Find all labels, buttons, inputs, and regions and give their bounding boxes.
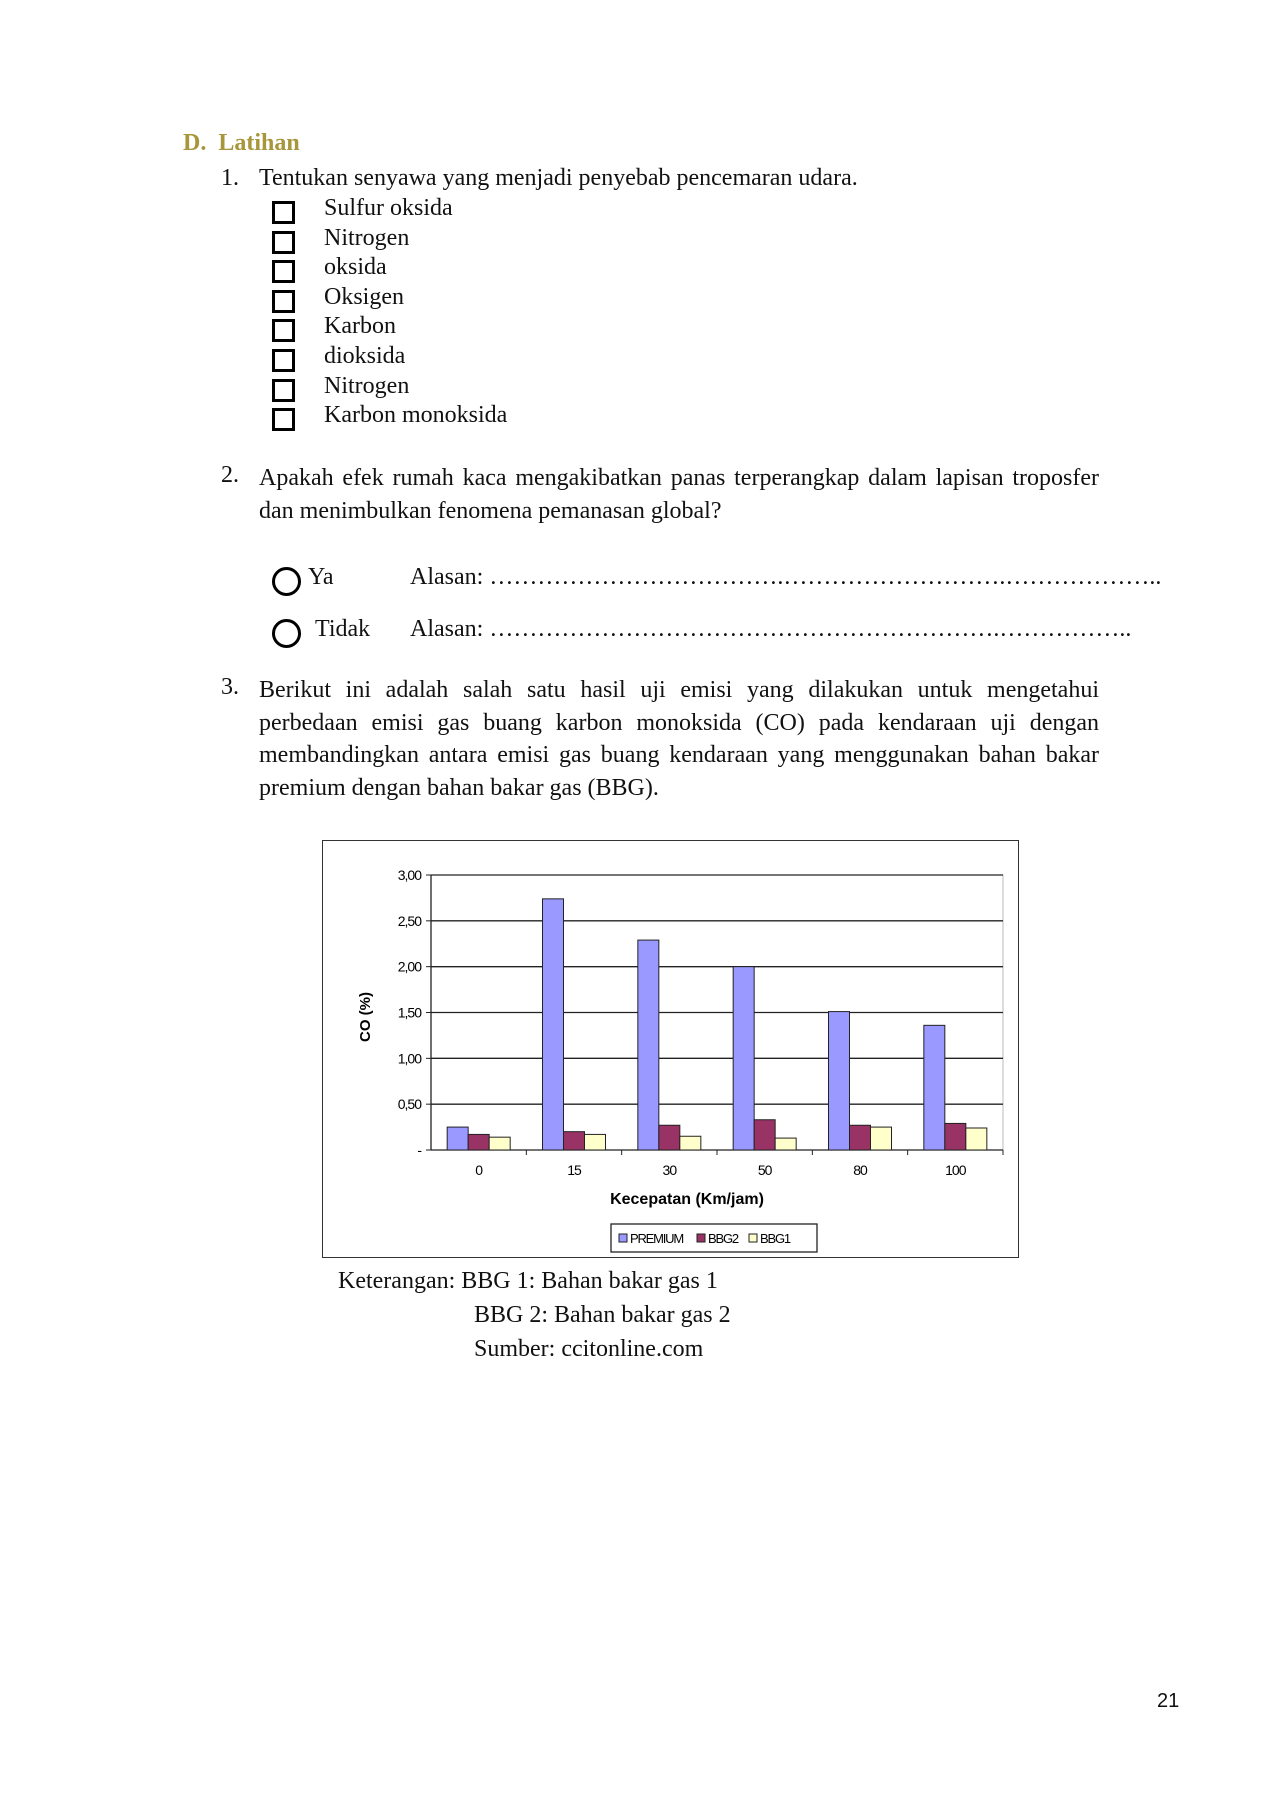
x-tick-label: 100: [945, 1162, 966, 1178]
bar-premium: [543, 899, 564, 1150]
bar-bbg2: [945, 1123, 966, 1150]
legend-label-bbg2: BBG2: [708, 1231, 738, 1246]
option-label: Nitrogen: [324, 224, 410, 251]
section-title: Latihan: [218, 130, 300, 156]
checkbox-option[interactable]: [272, 260, 295, 283]
bar-bbg1: [775, 1138, 796, 1150]
q2-number: 2.: [221, 462, 239, 488]
bar-premium: [638, 940, 659, 1150]
answer-tidak-reason: Alasan: ……………………………………………………….……………..: [410, 616, 1132, 642]
option-label: Sulfur oksida: [324, 195, 453, 221]
y-tick-label: 2,00: [397, 958, 421, 975]
bar-bbg1: [966, 1128, 987, 1150]
checkbox-option[interactable]: [272, 379, 295, 402]
bar-bbg1: [489, 1137, 510, 1150]
checkbox-option[interactable]: [272, 231, 295, 254]
x-tick-label: 15: [567, 1162, 581, 1178]
q1-text: Tentukan senyawa yang menjadi penyebab pencemaran udara.: [259, 165, 858, 191]
section-letter: D.: [183, 130, 207, 156]
option-label: Karbon monoksida: [324, 402, 508, 429]
caption-source: Sumber: ccitonline.com: [474, 1336, 704, 1362]
answer-tidak-label: Tidak: [315, 616, 371, 642]
q3-number: 3.: [221, 674, 239, 700]
legend-swatch-bbg1: [749, 1234, 757, 1242]
answer-ya-label: Ya: [308, 564, 334, 590]
chart-svg: [323, 841, 1018, 1257]
x-tick-label: 50: [757, 1162, 772, 1178]
bar-premium: [447, 1127, 468, 1150]
co-emission-chart: [322, 840, 1019, 1258]
bar-bbg2: [754, 1120, 775, 1150]
legend-swatch-bbg2: [697, 1234, 705, 1242]
y-tick-label: 1,50: [397, 1004, 421, 1021]
radio-ya[interactable]: [272, 567, 301, 596]
option-label: Oksigen: [324, 283, 404, 310]
caption-line-2: BBG 2: Bahan bakar gas 2: [474, 1302, 731, 1328]
bar-bbg1: [871, 1127, 892, 1150]
q1-number: 1.: [221, 165, 239, 191]
bar-premium: [829, 1012, 850, 1150]
checkbox-option[interactable]: [272, 408, 295, 431]
checkbox-option[interactable]: [272, 201, 295, 224]
x-tick-label: 30: [662, 1162, 677, 1178]
option-label: Karbon: [324, 313, 396, 340]
legend-label-premium: PREMIUM: [630, 1231, 683, 1246]
radio-tidak[interactable]: [272, 619, 301, 648]
legend-label-bbg1: BBG1: [760, 1231, 790, 1246]
y-tick-label: 3,00: [397, 867, 421, 883]
bar-premium: [733, 967, 754, 1150]
option-label: dioksida: [324, 343, 406, 369]
x-tick-label: 0: [475, 1162, 483, 1178]
bar-bbg2: [850, 1125, 871, 1150]
bar-bbg1: [680, 1136, 701, 1150]
caption-line-1: Keterangan: BBG 1: Bahan bakar gas 1: [338, 1268, 718, 1294]
bar-bbg2: [564, 1132, 585, 1150]
y-tick-label: 2,50: [397, 912, 421, 929]
x-axis-label: Kecepatan (Km/jam): [610, 1191, 764, 1208]
bar-bbg2: [468, 1134, 489, 1150]
option-label: Nitrogen: [324, 372, 410, 399]
checkbox-option[interactable]: [272, 319, 295, 342]
q2-text: Apakah efek rumah kaca mengakibatkan panas terperangkap dalam lapisan troposfer dan menimbulkan fenomena pemanasan global?: [259, 465, 1099, 524]
option-label: oksida: [324, 254, 387, 281]
bar-bbg2: [659, 1125, 680, 1150]
section-heading: [183, 130, 300, 157]
checkbox-option[interactable]: [272, 349, 295, 372]
x-tick-label: 80: [853, 1162, 867, 1178]
legend-swatch-premium: [619, 1234, 627, 1242]
q3-text: Berikut ini adalah salah satu hasil uji emisi yang dilakukan untuk mengetahui perbedaan emisi gas buang karbon monoksida (CO) pada kendaraan uji dengan membandingkan antara emisi gas buang kendaraan yang menggunakan bahan bakar premium dengan bahan bakar gas (BBG).: [259, 677, 1099, 801]
bar-premium: [924, 1025, 945, 1150]
y-tick-label: 1,00: [397, 1050, 421, 1067]
page-number: 21: [1157, 1690, 1180, 1712]
bar-bbg1: [585, 1134, 606, 1150]
y-axis-label: CO (%): [357, 992, 374, 1042]
answer-ya-reason: Alasan: ……………………………….……………………….………………..: [410, 564, 1162, 590]
y-tick-label: 0,50: [397, 1096, 421, 1113]
y-tick-label: -: [417, 1142, 421, 1158]
checkbox-option[interactable]: [272, 290, 295, 313]
